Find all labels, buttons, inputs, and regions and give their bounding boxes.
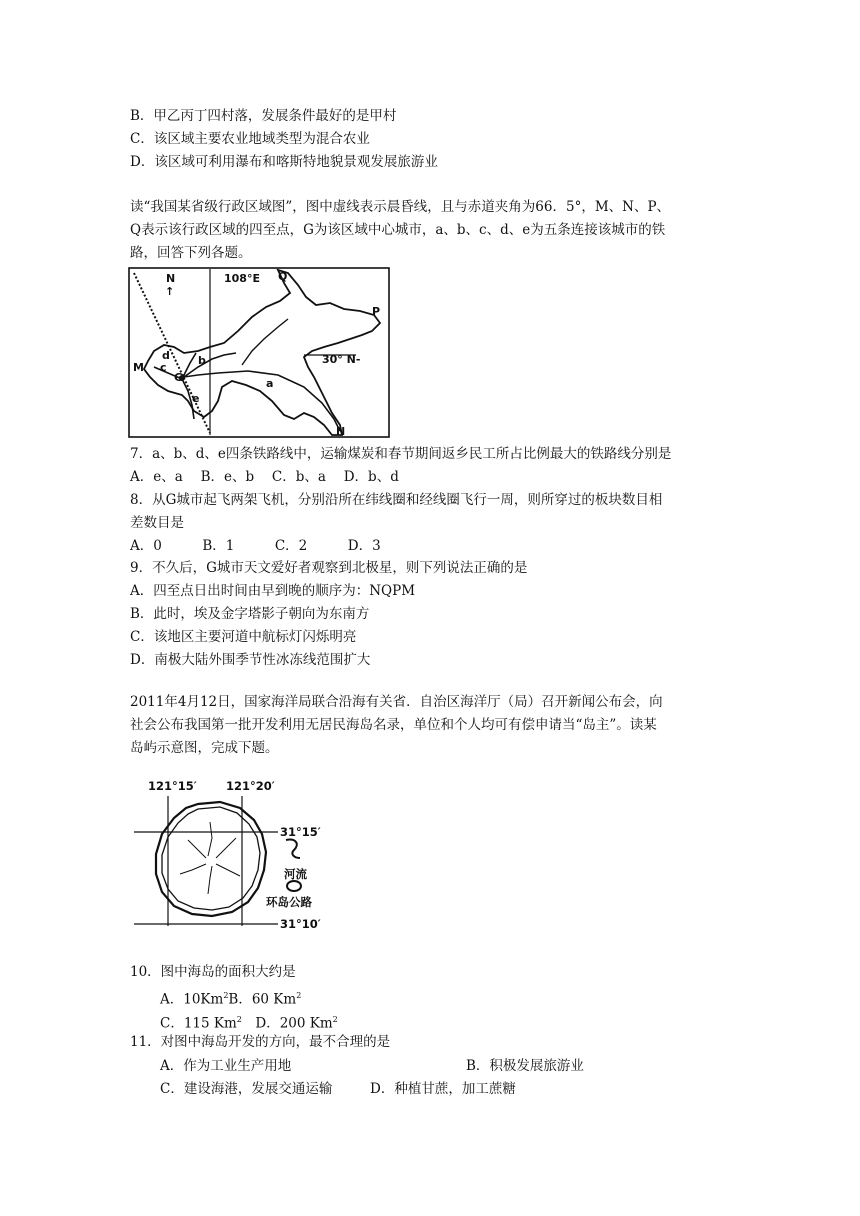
q6-option-c: C．该区域主要农业地域类型为混合农业 (130, 131, 370, 147)
q8-stem-line2: 差数目是 (130, 515, 184, 531)
q8-stem-line1: 8．从G城市起飞两架飞机，分别沿所在纬线圈和经线圈飞行一周，则所穿过的板块数目相 (130, 492, 663, 508)
q11-option-a: A．作为工业生产用地 (160, 1058, 292, 1074)
legend-road-label: 环岛公路 (266, 895, 312, 909)
island-map (128, 778, 358, 936)
q10-option-b-sup: 2 (296, 991, 302, 1000)
city-g-label: G (174, 371, 184, 384)
point-m-label: M (133, 361, 144, 374)
north-arrow-icon: ↑ (165, 285, 175, 298)
point-q-label: Q (278, 270, 288, 283)
lat-30-label: 30° N- (322, 353, 361, 366)
passage2-line3: 岛屿示意图，完成下题。 (130, 740, 279, 756)
q9-option-a: A．四至点日出时间由早到晚的顺序为：NQPM (130, 583, 416, 599)
q10-option-b: B．60 Km (228, 991, 297, 1008)
q10-options-row2 (160, 1010, 338, 1034)
rail-a-label: a (266, 377, 274, 390)
passage1-line2: Q表示该行政区域的四至点，G为该区域中心城市，a、b、c、d、e为五条连接该城市的铁 (130, 222, 666, 238)
rail-b-label: b (198, 354, 206, 367)
q9-option-d: D．南极大陆外围季节性冰冻线范围扩大 (130, 652, 371, 668)
point-n-label: N (336, 425, 346, 438)
q10-option-d-sup: 2 (332, 1015, 338, 1024)
q10-options-row1 (160, 986, 301, 1010)
q9-option-b: B．此时，埃及金字塔影子朝向为东南方 (130, 606, 370, 622)
q8-options: A．0 B．1 C．2 D．3 (130, 538, 381, 554)
q10-option-a: A．10Km (160, 991, 224, 1008)
q6-option-b: B．甲乙丙丁四村落，发展条件最好的是甲村 (130, 108, 397, 124)
province-map (128, 267, 390, 438)
q10-option-d: D．200 Km (255, 1015, 333, 1032)
lat-31-15-label: 31°15′ (280, 825, 321, 839)
passage2-line1: 2011年4月12日，国家海洋局联合沿海有关省．自治区海洋厅（局）召开新闻公布会，向 (130, 694, 663, 710)
point-p-label: P (372, 305, 381, 318)
lon-121-15-label: 121°15′ (148, 779, 197, 793)
lat-31-10-label: 31°10′ (280, 917, 321, 931)
q11-stem: 11．对图中海岛开发的方向，最不合理的是 (130, 1034, 391, 1050)
lon-121-20-label: 121°20′ (226, 779, 275, 793)
q11-option-b: B．积极发展旅游业 (466, 1058, 584, 1074)
q11-option-c: C．建设海港，发展交通运输 (160, 1081, 333, 1097)
passage1-line1: 读“我国某省级行政区域图”，图中虚线表示晨昏线，且与赤道夹角为66．5°，M、N、P、 (130, 199, 671, 215)
lon-108-label: 108°E (224, 272, 260, 285)
passage2-line2: 社会公布我国第一批开发利用无居民海岛名录，单位和个人均可有偿申请当“岛主”。读某 (130, 717, 657, 733)
north-label: N (166, 272, 176, 285)
q10-stem: 10．图中海岛的面积大约是 (130, 964, 296, 980)
q10-option-a-sup: 2 (223, 991, 229, 1000)
rail-e-label: e (192, 392, 200, 405)
rail-c-label: c (160, 361, 167, 374)
passage1-line3: 路，回答下列各题。 (130, 245, 252, 261)
legend-river-label: 河流 (284, 867, 307, 881)
q10-option-c: C．115 Km (160, 1015, 237, 1032)
q6-option-d: D．该区域可利用瀑布和喀斯特地貌景观发展旅游业 (130, 154, 438, 170)
q7-stem: 7．a、b、d、e四条铁路线中，运输煤炭和春节期间返乡民工所占比例最大的铁路线分别是 (130, 446, 672, 462)
q11-option-d: D．种植甘蔗，加工蔗糖 (370, 1081, 516, 1097)
q9-option-c: C．该地区主要河道中航标灯闪烁明亮 (130, 629, 357, 645)
q10-option-c-sup: 2 (236, 1015, 242, 1024)
q7-options: A．e、a B．e、b C．b、a D．b、d (130, 469, 399, 485)
q9-stem: 9．不久后，G城市天文爱好者观察到北极星，则下列说法正确的是 (130, 560, 528, 576)
rail-d-label: d (162, 349, 170, 362)
